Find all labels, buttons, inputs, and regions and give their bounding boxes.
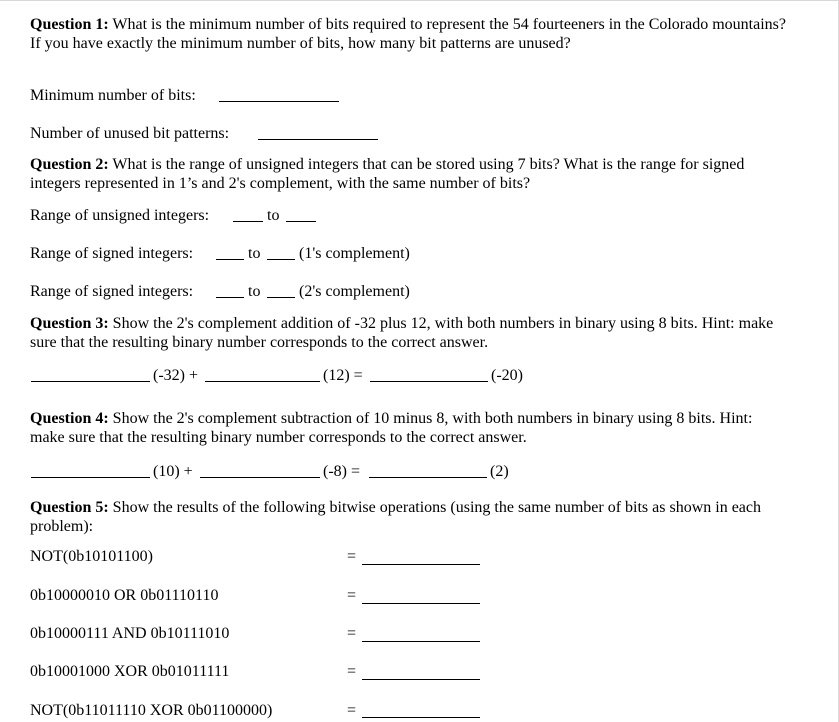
signed-range-label-twos: Range of signed integers: bbox=[30, 283, 194, 300]
q4-operand1-field[interactable] bbox=[31, 477, 150, 478]
q5-answer-field-5[interactable] bbox=[362, 717, 480, 718]
unsigned-to: to bbox=[267, 207, 280, 224]
q5-equals-3: = bbox=[347, 625, 357, 642]
q3-result-field[interactable] bbox=[370, 381, 488, 382]
twos-to: to bbox=[248, 283, 261, 300]
question-4-label: Question 4: bbox=[30, 410, 109, 427]
q5-op-1: NOT(0b10101100) bbox=[30, 548, 153, 565]
min-bits-answer-field[interactable] bbox=[219, 101, 339, 102]
q5-equals-1: = bbox=[347, 548, 357, 565]
q5-op-5: NOT(0b11011110 XOR 0b01100000) bbox=[30, 702, 273, 719]
q3-term2: (12) = bbox=[323, 367, 363, 384]
q4-term2: (-8) = bbox=[323, 463, 361, 480]
question-2-text: What is the range of unsigned integers that can be stored using 7 bits? What is the range for signed integers represented in 1’s and 2's complement, with the same number of bits? bbox=[30, 156, 745, 192]
unused-patterns-answer-field[interactable] bbox=[258, 139, 378, 140]
q5-answer-field-2[interactable] bbox=[362, 603, 480, 604]
q4-term1: (10) + bbox=[153, 463, 193, 480]
q5-answer-field-1[interactable] bbox=[362, 564, 480, 565]
ones-complement-note: (1's complement) bbox=[299, 245, 410, 262]
q3-term1: (-32) + bbox=[153, 367, 199, 384]
q5-answer-field-4[interactable] bbox=[362, 679, 480, 680]
ones-max-field[interactable] bbox=[267, 259, 295, 260]
q4-result: (2) bbox=[490, 463, 509, 480]
signed-range-label-ones: Range of signed integers: bbox=[30, 245, 194, 262]
unsigned-min-field[interactable] bbox=[233, 221, 263, 222]
twos-min-field[interactable] bbox=[216, 297, 244, 298]
unsigned-max-field[interactable] bbox=[286, 221, 316, 222]
question-4 bbox=[30, 409, 790, 447]
question-3-label: Question 3: bbox=[30, 315, 109, 332]
ones-min-field[interactable] bbox=[216, 259, 244, 260]
question-5-text: Show the results of the following bitwise operations (using the same number of bits as shown in each problem): bbox=[30, 499, 762, 535]
twos-complement-note: (2's complement) bbox=[299, 283, 410, 300]
unused-patterns-label: Number of unused bit patterns: bbox=[30, 125, 230, 142]
question-1-text: What is the minimum number of bits required to represent the 54 fourteeners in the Colorado mountains? If you have exactly the minimum number of bits, how many bit patterns are unused? bbox=[30, 16, 786, 52]
unsigned-range-label: Range of unsigned integers: bbox=[30, 207, 210, 224]
q5-answer-field-3[interactable] bbox=[362, 641, 480, 642]
q3-result: (-20) bbox=[491, 367, 523, 384]
ones-to: to bbox=[248, 245, 261, 262]
q5-equals-2: = bbox=[347, 587, 357, 604]
q5-equals-5: = bbox=[347, 702, 357, 719]
twos-max-field[interactable] bbox=[267, 297, 295, 298]
q5-op-3: 0b10000111 AND 0b10111010 bbox=[30, 625, 230, 642]
q4-operand2-field[interactable] bbox=[200, 477, 320, 478]
q3-operand2-field[interactable] bbox=[205, 381, 320, 382]
question-3 bbox=[30, 314, 790, 352]
question-5-label: Question 5: bbox=[30, 499, 109, 516]
q5-equals-4: = bbox=[347, 663, 357, 680]
q3-operand1-field[interactable] bbox=[31, 381, 150, 382]
question-4-text: Show the 2's complement subtraction of 10 minus 8, with both numbers in binary using 8 bits. Hint: make sure that the resulting binary number corresponds to the correct answer. bbox=[30, 410, 753, 446]
question-1-label: Question 1: bbox=[30, 16, 109, 33]
q4-result-field[interactable] bbox=[369, 477, 487, 478]
min-bits-label: Minimum number of bits: bbox=[30, 87, 196, 104]
q5-op-4: 0b10001000 XOR 0b01011111 bbox=[30, 663, 230, 680]
question-2 bbox=[30, 155, 790, 193]
question-5 bbox=[30, 498, 790, 536]
question-2-label: Question 2: bbox=[30, 156, 109, 173]
q5-op-2: 0b10000010 OR 0b01110110 bbox=[30, 587, 219, 604]
top-border bbox=[0, 0, 839, 1]
question-1 bbox=[30, 15, 790, 53]
question-3-text: Show the 2's complement addition of -32 plus 12, with both numbers in binary using 8 bits. Hint: make sure that the resulting binary number corresponds to the correct answer. bbox=[30, 315, 774, 351]
